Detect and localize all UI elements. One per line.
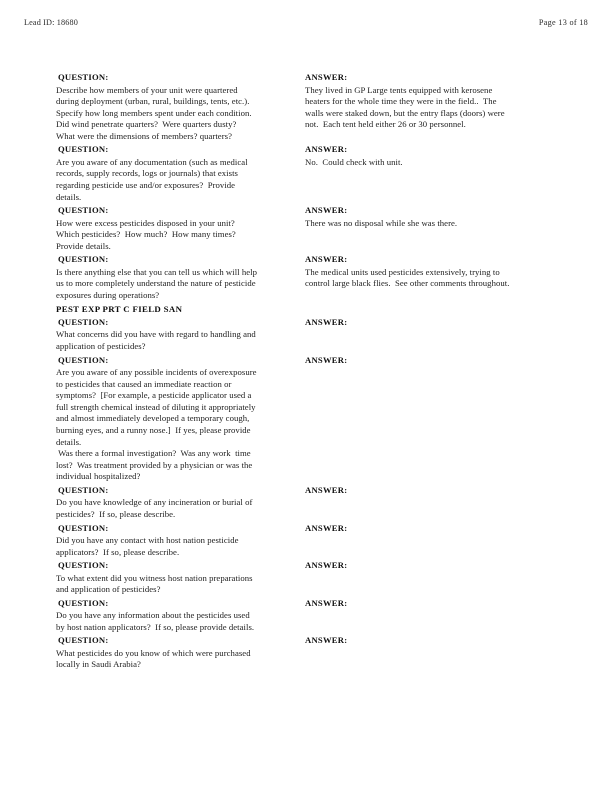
answer-column — [305, 144, 585, 168]
question-text-line: during deployment (urban, rural, buildings, tents, etc.). — [56, 96, 250, 107]
question-text-line: Which pesticides? How much? How many times? — [56, 229, 236, 240]
question-text-line: and almost immediately developed a temporary cough, — [56, 413, 250, 424]
question-text-line: individual hospitalized? — [56, 471, 141, 482]
answer-text-line: They lived in GP Large tents equipped with kerosene — [305, 84, 493, 95]
question-text-line: Did you have any contact with host nation pesticide — [56, 535, 239, 545]
question-text-line: lost? Was treatment provided by a physician or was the — [56, 459, 253, 470]
question-label: QUESTION: — [58, 354, 109, 365]
question-text-line: To what extent did you witness host nation preparations — [56, 572, 253, 583]
question-text — [56, 267, 304, 302]
question-text-line: records, supply records, logs or journals) that exists — [56, 168, 238, 179]
question-column — [56, 72, 304, 142]
question-text — [56, 367, 304, 483]
question-text — [56, 85, 304, 143]
answer-column — [305, 205, 585, 229]
question-column — [56, 635, 304, 671]
question-text-line: Do you have any information about the pesticides used — [56, 610, 250, 621]
question-text-line: Specify how long members spent under each condition. — [56, 107, 252, 118]
answer-label: ANSWER: — [305, 560, 348, 571]
question-text — [56, 157, 304, 203]
question-text-line: Provide details. — [56, 240, 111, 251]
answer-label: ANSWER: — [305, 72, 348, 82]
question-text-line: details. — [56, 191, 82, 202]
answer-text — [305, 85, 585, 131]
question-text-line: details. — [56, 436, 82, 447]
question-label: QUESTION: — [58, 205, 109, 216]
question-text-line: Was there a formal investigation? Was any work time — [56, 448, 251, 459]
answer-label: ANSWER: — [305, 316, 348, 327]
answer-label: ANSWER: — [305, 144, 348, 155]
question-label: QUESTION: — [58, 72, 109, 82]
answer-label: ANSWER: — [305, 354, 348, 365]
question-column — [56, 317, 304, 353]
question-text-line: Are you aware of any possible incidents of overexposure — [56, 367, 257, 377]
question-text-line: applicators? If so, please describe. — [56, 546, 180, 557]
answer-text-line: There was no disposal while she was there. — [305, 217, 458, 228]
question-text-line: Do you have knowledge of any incineration or burial of — [56, 497, 253, 508]
question-column — [56, 205, 304, 252]
answer-label: ANSWER: — [305, 522, 348, 533]
question-label: QUESTION: — [58, 484, 109, 495]
answer-label: ANSWER: — [305, 484, 348, 495]
question-column — [56, 485, 304, 521]
question-column — [56, 560, 304, 596]
answer-text-line: not. Each tent held either 26 or 30 personnel. — [305, 119, 466, 130]
question-text-line: Is there anything else that you can tell us which will help — [56, 266, 258, 277]
answer-text — [305, 157, 585, 169]
question-text — [56, 329, 304, 352]
question-text-line: pesticides? If so, please describe. — [56, 508, 176, 519]
answer-text-line: heaters for the whole time they were in the field.. The — [305, 96, 497, 107]
answer-column — [305, 317, 585, 330]
question-text-line: burning eyes, and a runny nose.] If yes, please provide — [56, 424, 251, 435]
answer-label: ANSWER: — [305, 597, 348, 608]
answer-column — [305, 72, 585, 131]
question-label: QUESTION: — [58, 597, 109, 608]
question-text-line: locally in Saudi Arabia? — [56, 659, 141, 670]
answer-column — [305, 523, 585, 536]
lead-id-label: Lead ID: 18680 — [24, 18, 78, 27]
question-text-line: What pesticides do you know of which were purchased — [56, 647, 251, 658]
answer-label: ANSWER: — [305, 635, 348, 646]
question-column — [56, 254, 304, 301]
question-text — [56, 497, 304, 520]
question-label: QUESTION: — [58, 144, 109, 155]
question-column — [56, 144, 304, 203]
question-text-line: symptoms? [For example, a pesticide applicator used a — [56, 390, 252, 401]
question-text — [56, 573, 304, 596]
question-text-line: to pesticides that caused an immediate reaction or — [56, 378, 232, 389]
question-text — [56, 535, 304, 558]
answer-column — [305, 254, 585, 290]
question-text — [56, 218, 304, 253]
question-text-line: What were the dimensions of members? quarters? — [56, 130, 232, 141]
question-text-line: us to more completely understand the nature of pesticide — [56, 278, 256, 289]
question-text-line: and application of pesticides? — [56, 584, 161, 595]
section-heading: PEST EXP PRT C FIELD SAN — [56, 303, 183, 314]
question-label: QUESTION: — [58, 316, 109, 327]
answer-text — [305, 267, 585, 290]
question-column — [56, 598, 304, 634]
answer-label: ANSWER: — [305, 205, 348, 216]
page-header — [0, 18, 612, 34]
question-text-line: regarding pesticide use and/or exposures? Provide — [56, 180, 236, 191]
question-text-line: What concerns did you have with regard to handling and — [56, 329, 256, 340]
question-text-line: How were excess pesticides disposed in your unit? — [56, 217, 235, 228]
question-text-line: by host nation applicators? If so, please provide details. — [56, 621, 255, 632]
question-text-line: full strength chemical instead of diluting it appropriately — [56, 401, 256, 412]
question-text-line: Did wind penetrate quarters? Were quarters dusty? — [56, 119, 237, 130]
answer-column — [305, 598, 585, 611]
question-label: QUESTION: — [58, 560, 109, 571]
question-label: QUESTION: — [58, 254, 109, 265]
question-text-line: Are you aware of any documentation (such as medical — [56, 156, 248, 167]
answer-text-line: walls were staked down, but the entry flaps (doors) were — [305, 107, 505, 118]
answer-text — [305, 218, 585, 230]
question-text — [56, 610, 304, 633]
question-text-line: exposures during operations? — [56, 290, 160, 301]
question-label: QUESTION: — [58, 522, 109, 533]
answer-label: ANSWER: — [305, 254, 348, 265]
answer-text-line: No. Could check with unit. — [305, 156, 403, 167]
question-column — [56, 523, 304, 559]
question-label: QUESTION: — [58, 635, 109, 646]
question-column — [56, 355, 304, 483]
answer-text-line: control large black flies. See other comments throughout. — [305, 278, 510, 289]
answer-column — [305, 355, 585, 368]
answer-column — [305, 560, 585, 573]
question-text — [56, 648, 304, 671]
question-text-line: application of pesticides? — [56, 340, 146, 351]
question-text-line: Describe how members of your unit were quartered — [56, 84, 238, 95]
answer-column — [305, 635, 585, 648]
answer-text-line: The medical units used pesticides extensively, trying to — [305, 266, 500, 277]
answer-column — [305, 485, 585, 498]
page-number-label: Page 13 of 18 — [538, 18, 588, 27]
